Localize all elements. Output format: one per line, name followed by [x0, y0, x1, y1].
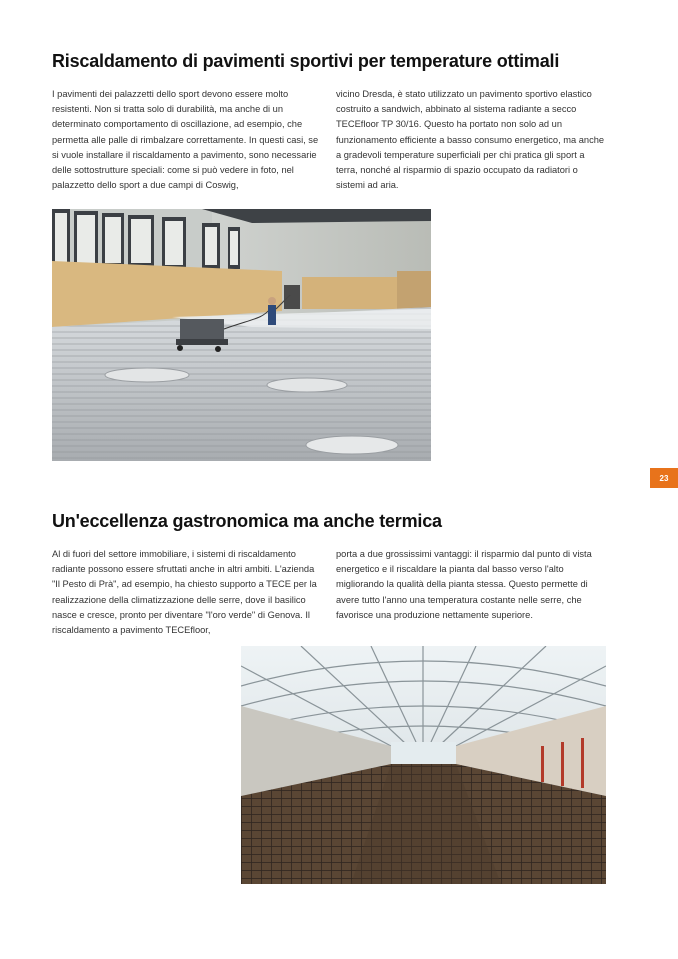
- sports-floor-text-column-2: vicino Dresda, è stato utilizzato un pavimento sportivo elastico costruito a sandwich, abbinato al sistema radiante a secco TECEfloor TP 30/16. Questo ha portato non solo ad un funzionamento efficiente a basso consumo energetico, ma anche a gradevoli temperature superficiali per chi pratica gli sport a terra, nonché al risparmio di spazio occupato da radiatori o sistemi ad aria.: [336, 89, 605, 191]
- sports-floor-text-column-1: I pavimenti dei palazzetti dello sport devono essere molto resistenti. Non si tratta solo di durabilità, ma anche di un determinato comportamento di oscillazione, ad esempio, che permetta alle palle di rimbalzare correttamente. In questi casi, se si vuole installare il riscaldamento a pavimento, sono necessarie delle sottostrutture speciali: come si può vedere in foto, nel palazzetto dello sport a due campi di Coswig,: [52, 89, 319, 191]
- page-number-badge: 23: [650, 468, 678, 488]
- greenhouse-photo: [241, 646, 606, 884]
- section-title-sports-floor: Riscaldamento di pavimenti sportivi per temperature ottimali: [52, 51, 560, 71]
- greenhouse-text-column-1: Al di fuori del settore immobiliare, i sistemi di riscaldamento radiante possono essere sfruttati anche in altri ambiti. L'azienda "Il Pesto di Prà", ad esempio, ha chiesto supporto a TECE per la realizzazione della climatizzazione delle serre, dove il basilico nasce e cresce, pronto per diventare "l'oro verde" di Genova. Il riscaldamento a pavimento TECEfloor,: [52, 549, 317, 636]
- sports-hall-photo: [52, 209, 431, 461]
- section-title-greenhouse: Un'eccellenza gastronomica ma anche termica: [52, 511, 442, 531]
- greenhouse-text-column-2: porta a due grossissimi vantaggi: il risparmio dal punto di vista energetico e il riscaldare la pianta dal basso verso l'alto migliorando la qualità della pianta stessa. Questo permette di avere tutto l'anno una temperatura costante nelle serre, che favorisce una produzione nettamente superiore.: [336, 549, 592, 620]
